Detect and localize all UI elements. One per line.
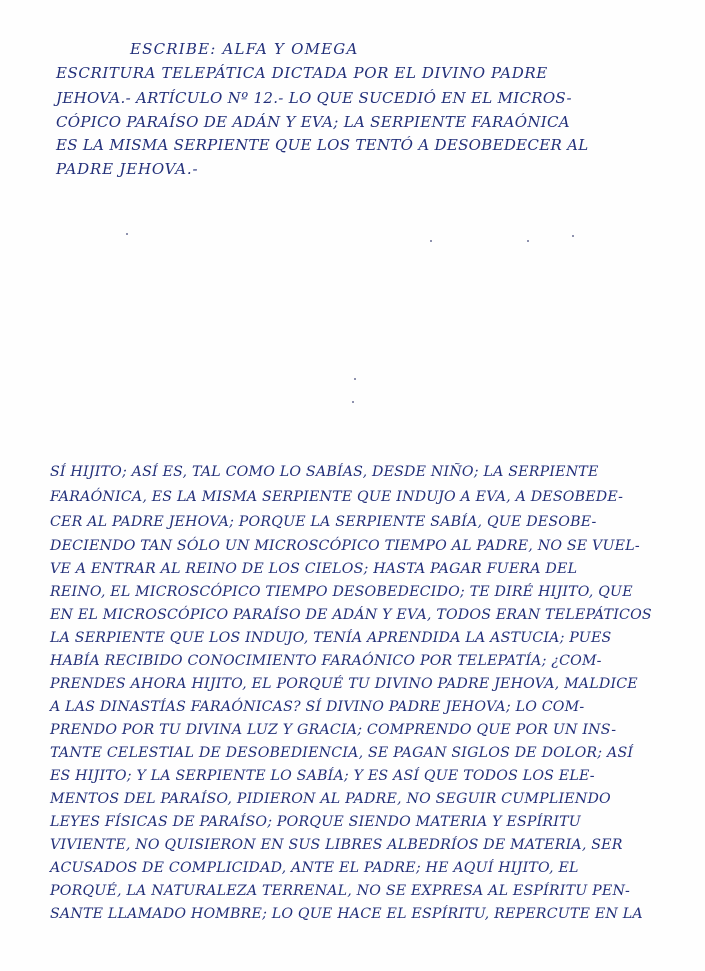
- body-line: LA SERPIENTE QUE LOS INDUJO, TENÍA APRENDIDA LA ASTUCIA; PUES: [50, 630, 612, 646]
- body-line: FARAÓNICA, ES LA MISMA SERPIENTE QUE INDUJO A EVA, A DESOBEDE-: [50, 489, 624, 505]
- body-line: REINO, EL MICROSCÓPICO TIEMPO DESOBEDECIDO; TE DIRÉ HIJITO, QUE: [50, 584, 633, 600]
- header-line: PADRE JEHOVA.-: [56, 160, 199, 178]
- header-line: JEHOVA.- ARTÍCULO Nº 12.- LO QUE SUCEDIÓ EN EL MICROS-: [56, 89, 572, 107]
- body-line: A LAS DINASTÍAS FARAÓNICAS? SÍ DIVINO PADRE JEHOVA; LO COM-: [50, 699, 585, 715]
- header-line: CÓPICO PARAÍSO DE ADÁN Y EVA; LA SERPIENTE FARAÓNICA: [56, 113, 570, 131]
- body-line: TANTE CELESTIAL DE DESOBEDIENCIA, SE PAGAN SIGLOS DE DOLOR; ASÍ: [50, 745, 634, 761]
- ink-speck: [354, 378, 356, 380]
- body-line: ACUSADOS DE COMPLICIDAD, ANTE EL PADRE; HE AQUÍ HIJITO, EL: [50, 860, 579, 876]
- ink-speck: [352, 401, 354, 403]
- body-line: PRENDO POR TU DIVINA LUZ Y GRACIA; COMPRENDO QUE POR UN INS-: [50, 722, 617, 738]
- body-line: VIVIENTE, NO QUISIERON EN SUS LIBRES ALBEDRÍOS DE MATERIA, SER: [50, 837, 623, 853]
- ink-speck: [527, 240, 529, 242]
- ink-speck: [430, 240, 432, 242]
- header-line: ES LA MISMA SERPIENTE QUE LOS TENTÓ A DESOBEDECER AL: [56, 136, 589, 154]
- ink-speck: [126, 233, 128, 235]
- body-line: MENTOS DEL PARAÍSO, PIDIERON AL PADRE, NO SEGUIR CUMPLIENDO: [50, 791, 611, 807]
- body-line: SANTE LLAMADO HOMBRE; LO QUE HACE EL ESPÍRITU, REPERCUTE EN LA: [50, 906, 643, 922]
- body-line: EN EL MICROSCÓPICO PARAÍSO DE ADÁN Y EVA, TODOS ERAN TELEPÁTICOS: [50, 607, 652, 623]
- header-line: ESCRITURA TELEPÁTICA DICTADA POR EL DIVINO PADRE: [56, 64, 548, 82]
- body-line: DECIENDO TAN SÓLO UN MICROSCÓPICO TIEMPO AL PADRE, NO SE VUEL-: [50, 538, 640, 554]
- ink-speck: [572, 235, 574, 237]
- body-line: PRENDES AHORA HIJITO, EL PORQUÉ TU DIVINO PADRE JEHOVA, MALDICE: [50, 676, 638, 692]
- body-line: PORQUÉ, LA NATURALEZA TERRENAL, NO SE EXPRESA AL ESPÍRITU PEN-: [50, 883, 631, 899]
- body-line: VE A ENTRAR AL REINO DE LOS CIELOS; HASTA PAGAR FUERA DEL: [50, 561, 578, 577]
- body-line: SÍ HIJITO; ASÍ ES, TAL COMO LO SABÍAS, DESDE NIÑO; LA SERPIENTE: [50, 464, 599, 480]
- body-line: LEYES FÍSICAS DE PARAÍSO; PORQUE SIENDO MATERIA Y ESPÍRITU: [50, 814, 581, 830]
- document-title: ESCRIBE: ALFA Y OMEGA: [130, 40, 359, 58]
- body-line: ES HIJITO; Y LA SERPIENTE LO SABÍA; Y ES ASÍ QUE TODOS LOS ELE-: [50, 768, 595, 784]
- body-line: CER AL PADRE JEHOVA; PORQUE LA SERPIENTE SABÍA, QUE DESOBE-: [50, 514, 597, 530]
- body-line: HABÍA RECIBIDO CONOCIMIENTO FARAÓNICO POR TELEPATÍA; ¿COM-: [50, 653, 602, 669]
